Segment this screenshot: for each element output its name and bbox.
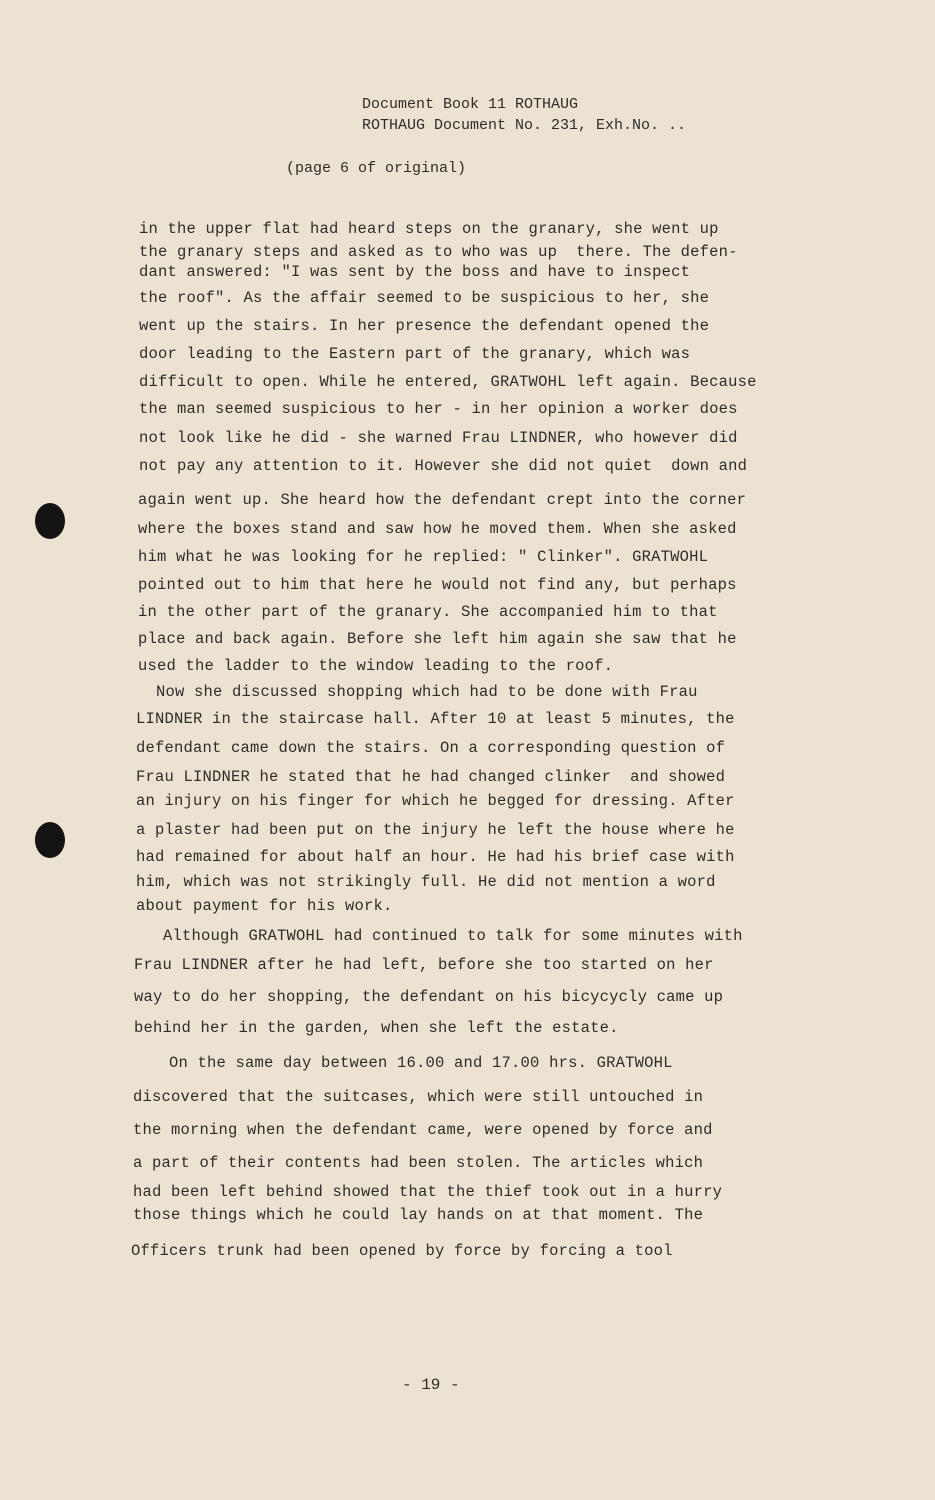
text-line: about payment for his work. — [136, 897, 393, 915]
text-line: again went up. She heard how the defendant crept into the corner — [138, 491, 747, 509]
text-line: the man seemed suspicious to her - in her opinion a worker does — [139, 400, 738, 418]
text-line: way to do her shopping, the defendant on his bicycycly came up — [134, 988, 724, 1006]
page-of-original-note: (page 6 of original) — [286, 160, 467, 177]
text-line: discovered that the suitcases, which were still untouched in — [133, 1088, 704, 1106]
punch-hole — [35, 503, 65, 539]
text-line: used the ladder to the window leading to the roof. — [138, 657, 614, 675]
text-line: behind her in the garden, when she left the estate. — [134, 1019, 619, 1037]
punch-hole — [35, 822, 65, 858]
text-line: On the same day between 16.00 and 17.00 hrs. GRATWOHL — [150, 1054, 673, 1072]
text-line: not pay any attention to it. However she did not quiet down and — [139, 457, 748, 475]
text-line: dant answered: "I was sent by the boss and have to inspect — [139, 263, 691, 281]
text-line: a plaster had been put on the injury he left the house where he — [136, 821, 735, 839]
text-line: difficult to open. While he entered, GRATWOHL left again. Because — [139, 373, 757, 391]
text-line: door leading to the Eastern part of the granary, which was — [139, 345, 691, 363]
text-line: had remained for about half an hour. He had his brief case with — [136, 848, 735, 866]
text-line: Although GRATWOHL had continued to talk for some minutes with — [144, 927, 743, 945]
text-line: the granary steps and asked as to who was up there. The defen- — [139, 243, 738, 261]
text-line: had been left behind showed that the thief took out in a hurry — [133, 1183, 723, 1201]
text-line: went up the stairs. In her presence the defendant opened the — [139, 317, 710, 335]
text-line: in the other part of the granary. She accompanied him to that — [138, 603, 718, 621]
text-line: not look like he did - she warned Frau LINDNER, who however did — [139, 429, 738, 447]
text-line: Officers trunk had been opened by force by forcing a tool — [131, 1242, 673, 1260]
page-number: - 19 - — [402, 1376, 460, 1394]
text-line: place and back again. Before she left him again she saw that he — [138, 630, 737, 648]
header-line-1: Document Book 11 ROTHAUG — [362, 96, 579, 113]
text-line: defendant came down the stairs. On a corresponding question of — [136, 739, 726, 757]
text-line: Now she discussed shopping which had to be done with Frau — [137, 683, 698, 701]
text-line: pointed out to him that here he would not find any, but perhaps — [138, 576, 737, 594]
text-line: the morning when the defendant came, were opened by force and — [133, 1121, 713, 1139]
text-line: an injury on his finger for which he begged for dressing. After — [136, 792, 735, 810]
text-line: him what he was looking for he replied: " Clinker". GRATWOHL — [138, 548, 709, 566]
text-line: the roof". As the affair seemed to be suspicious to her, she — [139, 289, 710, 307]
document-header — [362, 94, 686, 136]
text-line: those things which he could lay hands on at that moment. The — [133, 1206, 704, 1224]
text-line: Frau LINDNER after he had left, before she too started on her — [134, 956, 714, 974]
text-line: a part of their contents had been stolen. The articles which — [133, 1154, 704, 1172]
text-line: LINDNER in the staircase hall. After 10 at least 5 minutes, the — [136, 710, 735, 728]
text-line: him, which was not strikingly full. He did not mention a word — [136, 873, 716, 891]
text-line: Frau LINDNER he stated that he had changed clinker and showed — [136, 768, 726, 786]
header-line-2: ROTHAUG Document No. 231, Exh.No. .. — [362, 117, 687, 134]
text-line: where the boxes stand and saw how he moved them. When she asked — [138, 520, 737, 538]
text-line: in the upper flat had heard steps on the granary, she went up — [139, 220, 719, 238]
